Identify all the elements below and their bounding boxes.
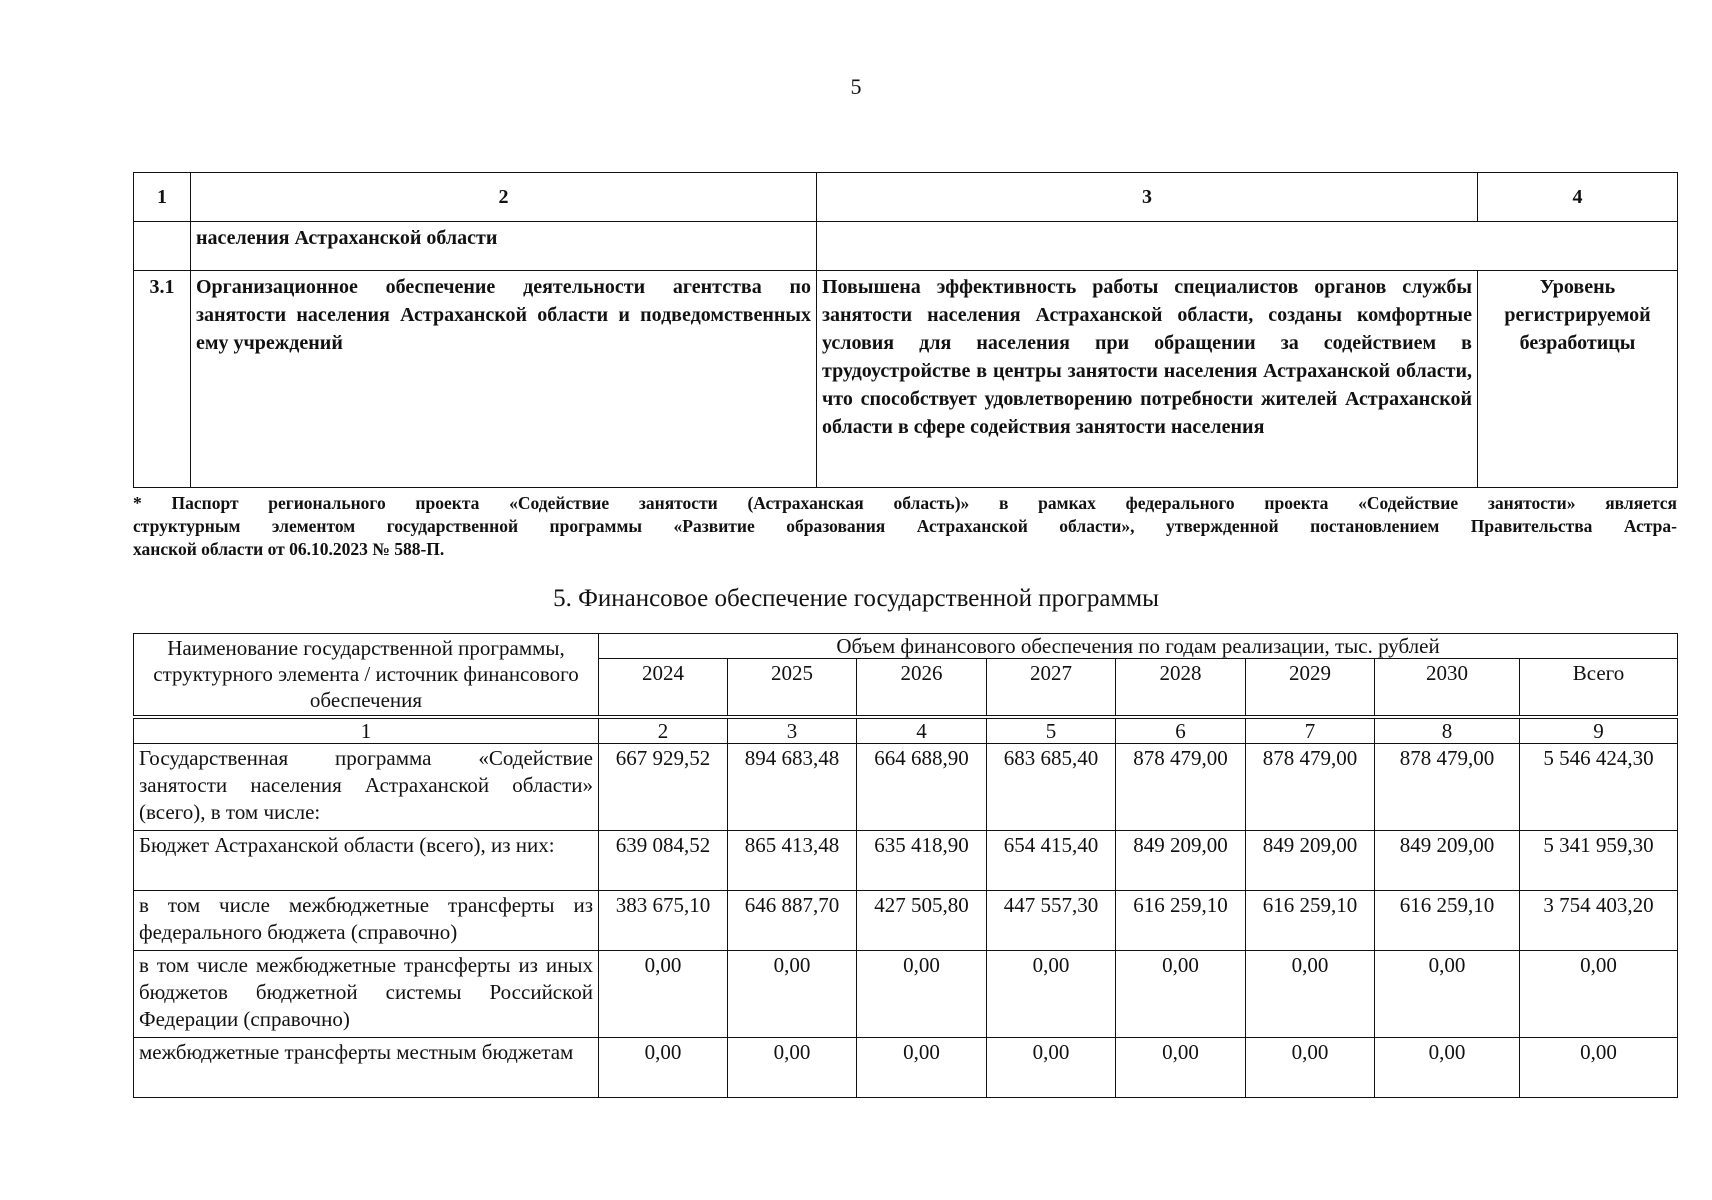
- table-row: [134, 831, 1678, 891]
- year-value: 616 259,10: [1375, 891, 1520, 951]
- measures-table: [133, 172, 1678, 488]
- year-value: 894 683,48: [728, 744, 857, 831]
- year-header: 2025: [728, 659, 857, 718]
- footnote-line: структурным элементом государственной программы «Развитие образования Астраханской области», утвержденной постановлением Правительства Астра-: [133, 516, 1677, 536]
- year-value: 683 685,40: [987, 744, 1116, 831]
- year-value: 0,00: [1116, 1038, 1246, 1098]
- total-value: 0,00: [1520, 1038, 1678, 1098]
- col-header-4: 4: [1478, 173, 1678, 222]
- table-row: [134, 222, 1678, 271]
- year-value: 0,00: [1246, 951, 1375, 1038]
- year-value: 0,00: [599, 1038, 728, 1098]
- year-value: 0,00: [1246, 1038, 1375, 1098]
- finance-table: [133, 633, 1678, 1098]
- table-row: [134, 891, 1678, 951]
- year-value: 664 688,90: [857, 744, 987, 831]
- year-value: 383 675,10: [599, 891, 728, 951]
- year-value: 849 209,00: [1375, 831, 1520, 891]
- footnote-line: * Паспорт регионального проекта «Содействие занятости (Астраханская область)» в рамках федерального проекта «Содействие занятости» является: [133, 493, 1677, 513]
- year-header: 2027: [987, 659, 1116, 718]
- year-header: 2030: [1375, 659, 1520, 718]
- header-volume: Объем финансового обеспечения по годам реализации, тыс. рублей: [599, 634, 1678, 659]
- page-number: 5: [850, 74, 862, 99]
- total-value: 5 546 424,30: [1520, 744, 1678, 831]
- footnote-line: ханской области от 06.10.2023 № 588-П.: [133, 539, 445, 559]
- year-value: 0,00: [1375, 1038, 1520, 1098]
- row-name: в том числе межбюджетные трансферты из иных бюджетов бюджетной системы Российской Федерации (справочно): [134, 951, 599, 1038]
- header-name: Наименование государственной программы, структурного элемента / источник финансового обеспечения: [134, 634, 599, 718]
- col-header-1: 1: [134, 173, 191, 222]
- year-value: 0,00: [857, 1038, 987, 1098]
- col-number: 8: [1375, 717, 1520, 744]
- year-value: 667 929,52: [599, 744, 728, 831]
- year-value: 646 887,70: [728, 891, 857, 951]
- row-name: в том числе межбюджетные трансферты из федерального бюджета (справочно): [134, 891, 599, 951]
- year-header: 2024: [599, 659, 728, 718]
- year-value: 878 479,00: [1246, 744, 1375, 831]
- year-value: 427 505,80: [857, 891, 987, 951]
- footnote: [133, 492, 1677, 561]
- row-name: Государственная программа «Содействие занятости населения Астраханской области» (всего), в том числе:: [134, 744, 599, 831]
- table-header-row: [134, 173, 1678, 222]
- total-value: 5 341 959,30: [1520, 831, 1678, 891]
- total-value: 0,00: [1520, 951, 1678, 1038]
- year-value: 878 479,00: [1116, 744, 1246, 831]
- finance-body: [134, 744, 1678, 1098]
- year-value: 0,00: [857, 951, 987, 1038]
- year-value: 616 259,10: [1116, 891, 1246, 951]
- effect-cell: Повышена эффективность работы специалистов органов службы занятости населения Астраханской области, созданы комфортные условия для населения при обращении за содействием в трудоустройстве в центры занятости населения Астраханской области, что способствует удовлетворению потребности жителей Астраханской области в сфере содействия занятости населения: [817, 271, 1478, 488]
- section-title: 5. Финансовое обеспечение государственной программы: [553, 585, 1159, 612]
- col-number: 1: [134, 717, 599, 744]
- row-name: Бюджет Астраханской области (всего), из них:: [134, 831, 599, 891]
- col-number: 7: [1246, 717, 1375, 744]
- indicator-cell: Уровень регистрируемой безработицы: [1478, 271, 1678, 488]
- row-name: межбюджетные трансферты местным бюджетам: [134, 1038, 599, 1098]
- year-value: 616 259,10: [1246, 891, 1375, 951]
- year-value: 0,00: [599, 951, 728, 1038]
- col-number: 3: [728, 717, 857, 744]
- year-value: 865 413,48: [728, 831, 857, 891]
- col-number: 4: [857, 717, 987, 744]
- task-cell: Организационное обеспечение деятельности агентства по занятости населения Астраханской области и подведомственных ему учреждений: [191, 271, 817, 488]
- year-value: 635 418,90: [857, 831, 987, 891]
- year-header: 2028: [1116, 659, 1246, 718]
- year-value: 849 209,00: [1246, 831, 1375, 891]
- year-value: 0,00: [987, 951, 1116, 1038]
- continuation-text: населения Астраханской области: [191, 222, 817, 271]
- year-value: 0,00: [1116, 951, 1246, 1038]
- table-row: [134, 1038, 1678, 1098]
- table-row: [134, 951, 1678, 1038]
- year-header: 2026: [857, 659, 987, 718]
- col-number: 6: [1116, 717, 1246, 744]
- year-value: 849 209,00: [1116, 831, 1246, 891]
- table-row: [134, 271, 1678, 488]
- year-value: 0,00: [728, 951, 857, 1038]
- year-value: 878 479,00: [1375, 744, 1520, 831]
- year-value: 0,00: [1375, 951, 1520, 1038]
- col-header-3: 3: [817, 173, 1478, 222]
- table-row: [134, 744, 1678, 831]
- year-value: 447 557,30: [987, 891, 1116, 951]
- total-value: 3 754 403,20: [1520, 891, 1678, 951]
- column-numbers-row: [134, 717, 1678, 744]
- year-value: 639 084,52: [599, 831, 728, 891]
- year-value: 0,00: [728, 1038, 857, 1098]
- total-header: Всего: [1520, 659, 1678, 718]
- col-header-2: 2: [191, 173, 817, 222]
- col-number: 9: [1520, 717, 1678, 744]
- year-value: 0,00: [987, 1038, 1116, 1098]
- finance-header-row: [134, 634, 1678, 659]
- col-number: 2: [599, 717, 728, 744]
- row-number: 3.1: [134, 271, 191, 488]
- year-header: 2029: [1246, 659, 1375, 718]
- col-number: 5: [987, 717, 1116, 744]
- year-value: 654 415,40: [987, 831, 1116, 891]
